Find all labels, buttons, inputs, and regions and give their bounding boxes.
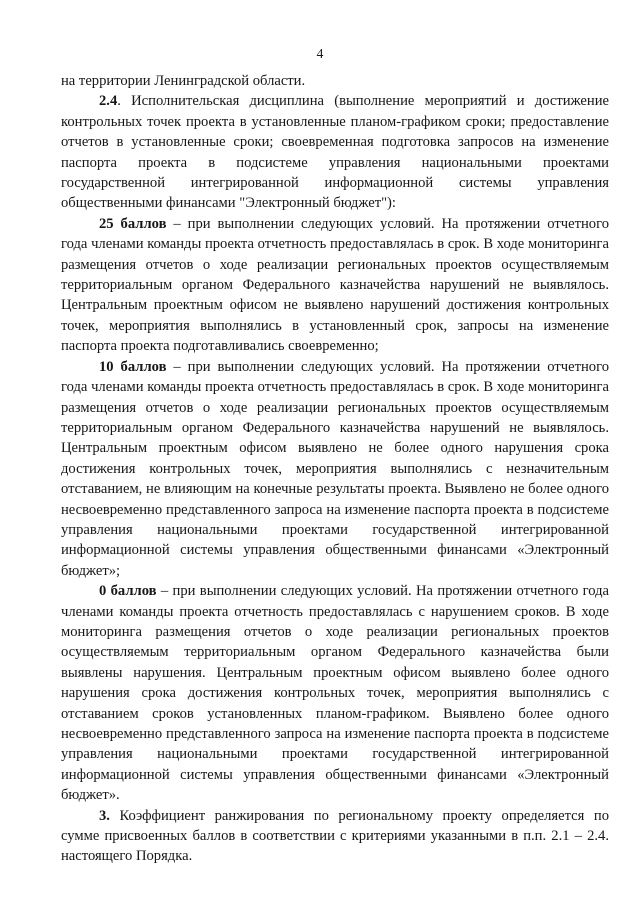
- section-2-4-number: 2.4: [99, 93, 118, 110]
- criterion-25-paragraph: [61, 214, 609, 357]
- criterion-0-paragraph: [61, 581, 609, 805]
- criterion-10-text: – при выполнении следующих условий. На протяжении отчетного года членами команды проекта отчетность предоставлялась в срок. В ходе мониторинга размещения отчетов о ходе реализации региональных проектов осуществляемым территориальным органом Федерального казначейства нарушений не выявлялось. Центральным проектным офисом выявлено не более одного нарушения срока достижения контрольных точек, мероприятия выполнялись с незначительным отставанием, не влияющим на конечные результаты проекта. Выявлено не более одного несвоевременно представленного запроса на изменение паспорта проекта в подсистеме управления национальными проектами государственной интегрированной информационной системы управления общественными финансами «Электронный бюджет»;: [61, 358, 609, 579]
- section-3-text: Коэффициент ранжирования по региональному проекту определяется по сумме присвоенных баллов в соответствии с критериями указанными в п.п. 2.1 – 2.4. настоящего Порядка.: [61, 807, 609, 865]
- criterion-25-score: 25 баллов: [99, 215, 167, 232]
- criterion-10-paragraph: [61, 357, 609, 581]
- criterion-0-text: – при выполнении следующих условий. На протяжении отчетного года членами команды проекта отчетность предоставлялась с нарушением сроков. В ходе мониторинга размещения отчетов о ходе реализации региональных проектов осуществляемым территориальным органом Федерального казначейства были выявлены нарушения. Центральным проектным офисом выявлено более одного нарушения срока достижения контрольных точек, мероприятия выполнялись с отставанием сроков установленных планом-графиком. Выявлено более одного несвоевременно представленного запроса на изменение паспорта проекта в подсистеме управления национальными проектами государственной интегрированной информационной системы управления общественными финансами «Электронный бюджет».: [61, 583, 610, 804]
- page-number: 4: [316, 46, 324, 61]
- criterion-10-score: 10 баллов: [99, 358, 167, 375]
- criterion-0-score: 0 баллов: [99, 583, 157, 600]
- section-3-paragraph: [61, 806, 609, 867]
- document-body: [61, 71, 609, 867]
- section-2-4-paragraph: [61, 91, 609, 213]
- section-3-number: 3.: [99, 807, 110, 824]
- criterion-25-text: – при выполнении следующих условий. На протяжении отчетного года членами команды проекта отчетность предоставлялась в срок. В ходе мониторинга размещения отчетов о ходе реализации региональных проектов осуществляемым территориальным органом Федерального казначейства нарушений не выявлялось. Центральным проектным офисом не выявлено нарушений достижения контрольных точек, мероприятия выполнялись в установленный срок, запросы на изменение паспорта проекта подготавливались своевременно;: [61, 215, 609, 355]
- intro-line: на территории Ленинградской области.: [61, 73, 306, 89]
- section-2-4-text: . Исполнительская дисциплина (выполнение мероприятий и достижение контрольных точек проекта в установленные планом-графиком сроки; предоставление отчетов в установленные сроки; своевременная подготовка запросов на изменение паспорта проекта в подсистеме управления национальными проектами государственной интегрированной информационной системы управления общественными финансами "Электронный бюджет"):: [61, 93, 609, 212]
